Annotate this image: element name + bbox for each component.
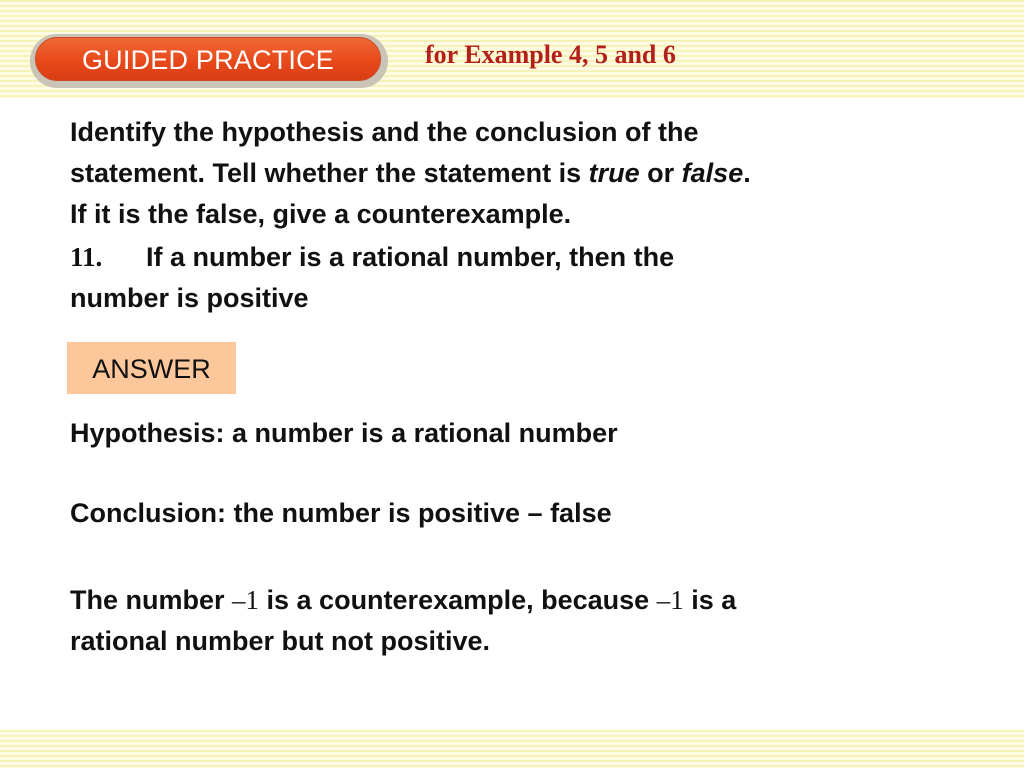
instructions-line-2-end: . (743, 158, 751, 188)
explanation-line-1 (70, 580, 970, 621)
explanation-middle: is a counterexample, because (259, 585, 657, 615)
guided-practice-label: GUIDED PRACTICE (81, 45, 335, 75)
problem-line-1 (70, 237, 970, 278)
problem (70, 237, 970, 319)
hypothesis-text: Hypothesis: a number is a rational number (70, 418, 618, 448)
problem-number: 11. (70, 242, 103, 272)
answer-label: ANSWER (92, 354, 211, 384)
instructions-line-2 (70, 153, 970, 194)
problem-line-2: number is positive (70, 283, 309, 313)
instructions (70, 112, 970, 235)
footer-stripe-band (0, 730, 1024, 768)
counterexample-number-1: –1 (232, 585, 260, 615)
false-word: false (681, 158, 744, 188)
conclusion-text: Conclusion: the number is positive – false (70, 498, 612, 528)
explanation-start: The number (70, 585, 233, 615)
example-reference: for Example 4, 5 and 6 (425, 40, 676, 69)
instructions-line-1: Identify the hypothesis and the conclusion of the (70, 117, 699, 147)
explanation (70, 580, 970, 662)
problem-text-1: If a number is a rational number, then the (146, 242, 675, 272)
or-word: or (639, 158, 682, 188)
instructions-line-3: If it is the false, give a counterexample. (70, 199, 572, 229)
counterexample-number-2: –1 (656, 585, 684, 615)
explanation-line-2: rational number but not positive. (70, 626, 491, 656)
instructions-line-2-start: statement. Tell whether the statement is (70, 158, 589, 188)
true-word: true (588, 158, 640, 188)
explanation-end: is a (683, 585, 737, 615)
